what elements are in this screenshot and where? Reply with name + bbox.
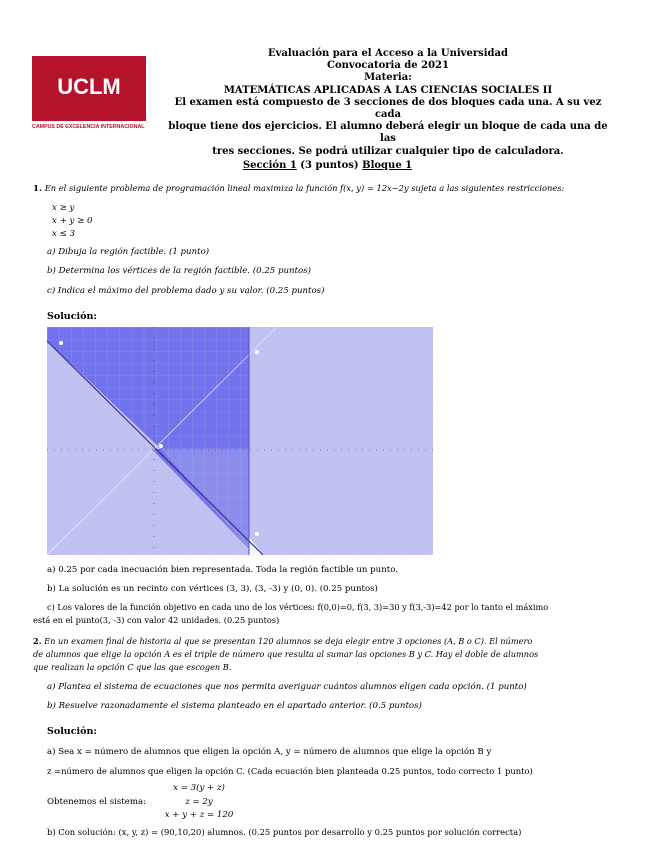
vertex-marker: [159, 444, 163, 448]
header-line-7: tres secciones. Se podrá utilizar cualquier tipo de calculadora.: [212, 145, 564, 157]
logo-text: UCLM: [57, 74, 121, 99]
logo-subtitle: CAMPUS DE EXCELENCIA INTERNACIONAL: [32, 124, 145, 130]
question-2: [33, 635, 532, 647]
question-2-solution-label: Solución:: [47, 726, 97, 737]
question-1-number: 1.: [33, 184, 42, 194]
equation: z = 2y: [185, 796, 213, 807]
answer-2a-line-1: a) Sea x = número de alumnos que eligen la opción A, y = número de alumnos que elige la opción B y: [47, 747, 492, 757]
question-1: [33, 182, 564, 195]
header-line-3: Materia:: [364, 72, 412, 84]
section-label: Sección 1: [242, 160, 297, 171]
question-1-part-a: a) Dibuja la región factible. (1 punto): [47, 247, 210, 257]
university-logo: [32, 56, 146, 121]
question-2-line-3: que realizan la opción C que las que escogen B.: [33, 662, 232, 672]
question-2-part-a: a) Plantea el sistema de ecuaciones que nos permita averiguar cuántos alumnos eligen cada opción. (1 punto): [47, 682, 527, 692]
section-title: [0, 160, 655, 171]
question-2-part-b: b) Resuelve razonadamente el sistema planteado en el apartado anterior. (0.5 puntos): [47, 701, 422, 711]
header-line-6: bloque tiene dos ejercicios. El alumno deberá elegir un bloque de cada una de las: [168, 121, 608, 145]
feasible-region-graph: [47, 327, 433, 555]
equation: x = 3(y + z): [173, 783, 225, 793]
answer-2b: b) Con solución: (x, y, z) = (90,10,20) alumnos. (0.25 puntos por desarrollo y 0.25 puntos por solución correcta): [47, 827, 522, 837]
answer-1a: a) 0.25 por cada inecuación bien representada. Toda la región factible un punto.: [47, 565, 398, 575]
system-label: Obtenemos el sistema:: [47, 797, 147, 807]
answer-1c: c) Los valores de la función objetivo en cada uno de los vértices: f(0,0)=0, f(3, 3)=30 y f(3,-3)=42 por lo tanto el máximo: [47, 602, 549, 612]
constraint: x ≤ 3: [52, 228, 75, 239]
question-2-line-1: En un examen final de historia al que se presentan 120 alumnos se deja elegir entre 3 opciones (A, B o C). El número: [44, 636, 533, 646]
section-block: Bloque 1: [362, 160, 413, 171]
vertex-marker: [255, 350, 259, 354]
question-2-number: 2.: [33, 636, 42, 646]
question-2-line-2: de alumnos que elige la opción A es el triple de número que resulta al sumar las opciones B y C. Hay el doble de alumnos: [33, 649, 539, 659]
answer-1c-cont: está en el punto(3, -3) con valor 42 unidades. (0.25 puntos): [33, 615, 280, 625]
header-line-4: MATEMÁTICAS APLICADAS A LAS CIENCIAS SOCIALES II: [223, 84, 553, 96]
vertex-marker: [255, 532, 259, 536]
grid-lines: [47, 327, 433, 555]
section-points: (3 puntos): [300, 160, 359, 171]
exam-header: [162, 48, 614, 158]
answer-2a-line-2: z =número de alumnos que eligen la opción C. (Cada ecuación bien planteada 0.25 puntos, todo correcto 1 punto): [47, 766, 533, 776]
feasible-region-svg: [47, 327, 433, 555]
header-line-1: Evaluación para el Acceso a la Universidad: [267, 48, 509, 59]
equation-system: [154, 782, 244, 823]
question-1-statement: En el siguiente problema de programación lineal maximiza la función f(x, y) = 12x−2y sujeta a las siguientes restricciones:: [44, 183, 565, 193]
question-1-solution-label: Solución:: [47, 311, 97, 322]
constraints: [52, 202, 93, 240]
answer-1b: b) La solución es un recinto con vértices (3, 3), (3, -3) y (0, 0). (0.25 puntos): [47, 584, 378, 594]
equation: x + y + z = 120: [164, 810, 234, 820]
header-line-5: El examen está compuesto de 3 secciones de dos bloques cada una. A su vez cada: [174, 96, 602, 121]
header-line-2: Convocatoria de 2021: [327, 60, 449, 72]
constraint: x ≥ y: [52, 203, 75, 213]
question-1-part-c: c) Indica el máximo del problema dado y su valor. (0.25 puntos): [47, 286, 325, 296]
constraint: x + y ≥ 0: [52, 215, 93, 226]
vertex-marker: [59, 341, 63, 345]
question-1-part-b: b) Determina los vértices de la región factible. (0.25 puntos): [47, 266, 311, 276]
